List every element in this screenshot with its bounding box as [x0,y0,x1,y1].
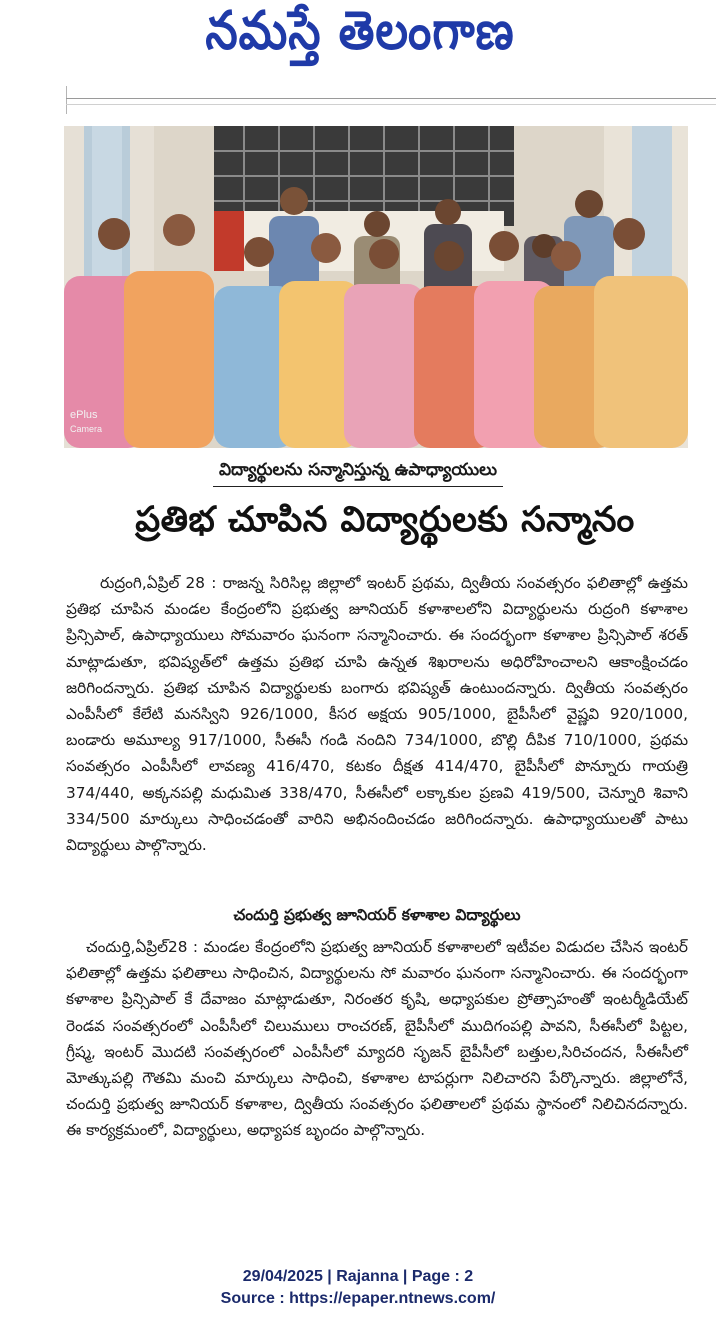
article-body-rudrangi: రుద్రంగి,ఏప్రిల్ 28 : రాజన్న సిరిసిల్ల జిల్లాలో ఇంటర్ ప్రథమ, ద్వితీయ సంవత్సరం ఫలితాల్లో ఉత్తమ ప్రతిభ చూపిన మండల కేంద్రంలోని ప్రభుత్వ జూనియర్ కళాశాలలోని విద్యార్థులను రుద్రంగి కళాశాల ప్రిన్సిపాల్, ఉపాధ్యాయులు సోమవారం ఘనంగా సన్మానించారు. ఈ సందర్భంగా కళాశాల ప్రిన్సిపాల్ శరత్ మాట్లాడుతూ, భవిష్యత్‌లో ఉత్తమ ప్రతిభ చూపి ఉన్నత శిఖరాలను అధిరోహించాలని ఆకాంక్షించడం జరిగిందన్నారు. ప్రతిభ చూపిన విద్యార్థులకు బంగారు భవిష్యత్ ఉంటుందన్నారు. ద్వితీయ సంవత్సరం ఎంపీసీలో కేలేటి మనస్విని 926/1000, కీసర అక్షయ 905/1000, బైపీసీలో వైష్ణవి 920/1000, బండారు అమూల్య 917/1000, సీఈసీ గండి నందిని 734/1000, బొల్లి దీపిక 710/1000, ప్రథమ సంవత్సరం ఎంపీసీలో లావణ్య 416/470, కటకం దీక్షత 414/470, బైపీసీలో పొన్నూరు గాయత్రి 374/440, అక్కనపల్లి మధుమిత 338/470, సీఈసీలో లక్కాకుల ప్రణవి 419/500, చెన్నూరి శివాని 334/500 మార్కులు సాధించడంతో వారిని అభినందించడం జరిగిందన్నారు. ఉపాధ్యాయులతో పాటు విద్యార్థులు పాల్గొన్నారు. [66,574,688,855]
article-subheading: చందుర్తి ప్రభుత్వ జూనియర్ కళాశాల విద్యార్థులు [233,906,521,924]
article-photo [64,126,688,448]
page-footer [0,1266,716,1310]
footer-date-edition: 29/04/2025 | Rajanna | Page : 2 [242,1268,474,1285]
header-rule-secondary [66,104,716,105]
newspaper-logo: నమస్తే తెలంగాణ [205,0,515,62]
article-body-chandurthi: చందుర్తి,ఏప్రిల్28 : మండల కేంద్రంలోని ప్రభుత్వ జూనియర్ కళాశాలలో ఇటీవల విడుదల చేసిన ఇంటర్ ఫలితాల్లో ఉత్తమ ఫలితాలు సాధించిన, విద్యార్థులను సో మవారం ఘనంగా సన్మానించారు. ఈ సందర్భంగా కళాశాల ప్రిన్సిపాల్ కే దేవాజం మాట్లాడుతూ, నిరంతర కృషి, అధ్యాపకుల ప్రోత్సాహంతో ఇంటర్మీడియేట్ రెండవ సంవత్సరంలో ఎంపీసీలో చిలుములు రాంచరణ్, బైపీసీలో ముదిగంపల్లి పావని, సీఈసీలో పిట్టల, గ్రీష్మ, ఇంటర్ మొదటి సంవత్సరంలో ఎంపీసీలో మ్యాదరి సృజన్ బైపీసీలో బత్తుల,సిరిచందన, సీఈసీలో మోత్కుపల్లి గౌతమి మంచి మార్కులు సాధించి, కళాశాల టాపర్లుగా నిలిచారని పేర్కొన్నారు. జిల్లాలోనే, చందుర్తి ప్రభుత్వ జూనియర్ కళాశాల, ద్వితీయ సంవత్సరం ఫలితాలలో ప్రథమ స్థానంలో నిలిచినదన్నారు. ఈ కార్యక్రమంలో, విద్యార్థులు, అధ్యాపక బృందం పాల్గొన్నారు. [66,938,688,1140]
article-headline: ప్రతిభ చూపిన విద్యార్థులకు సన్మానం [135,500,635,540]
photo-watermark-sub: Camera [70,424,103,434]
footer-source[interactable]: Source : https://epaper.ntnews.com/ [220,1290,496,1307]
photo-caption: విద్యార్థులను సన్మానిస్తున్న ఉపాధ్యాయులు [213,460,503,487]
photo-watermark: ePlus [70,409,98,421]
column-divider [66,86,67,114]
header-rule [66,98,716,99]
masthead [0,0,716,80]
photo-caption-wrap [0,460,716,487]
